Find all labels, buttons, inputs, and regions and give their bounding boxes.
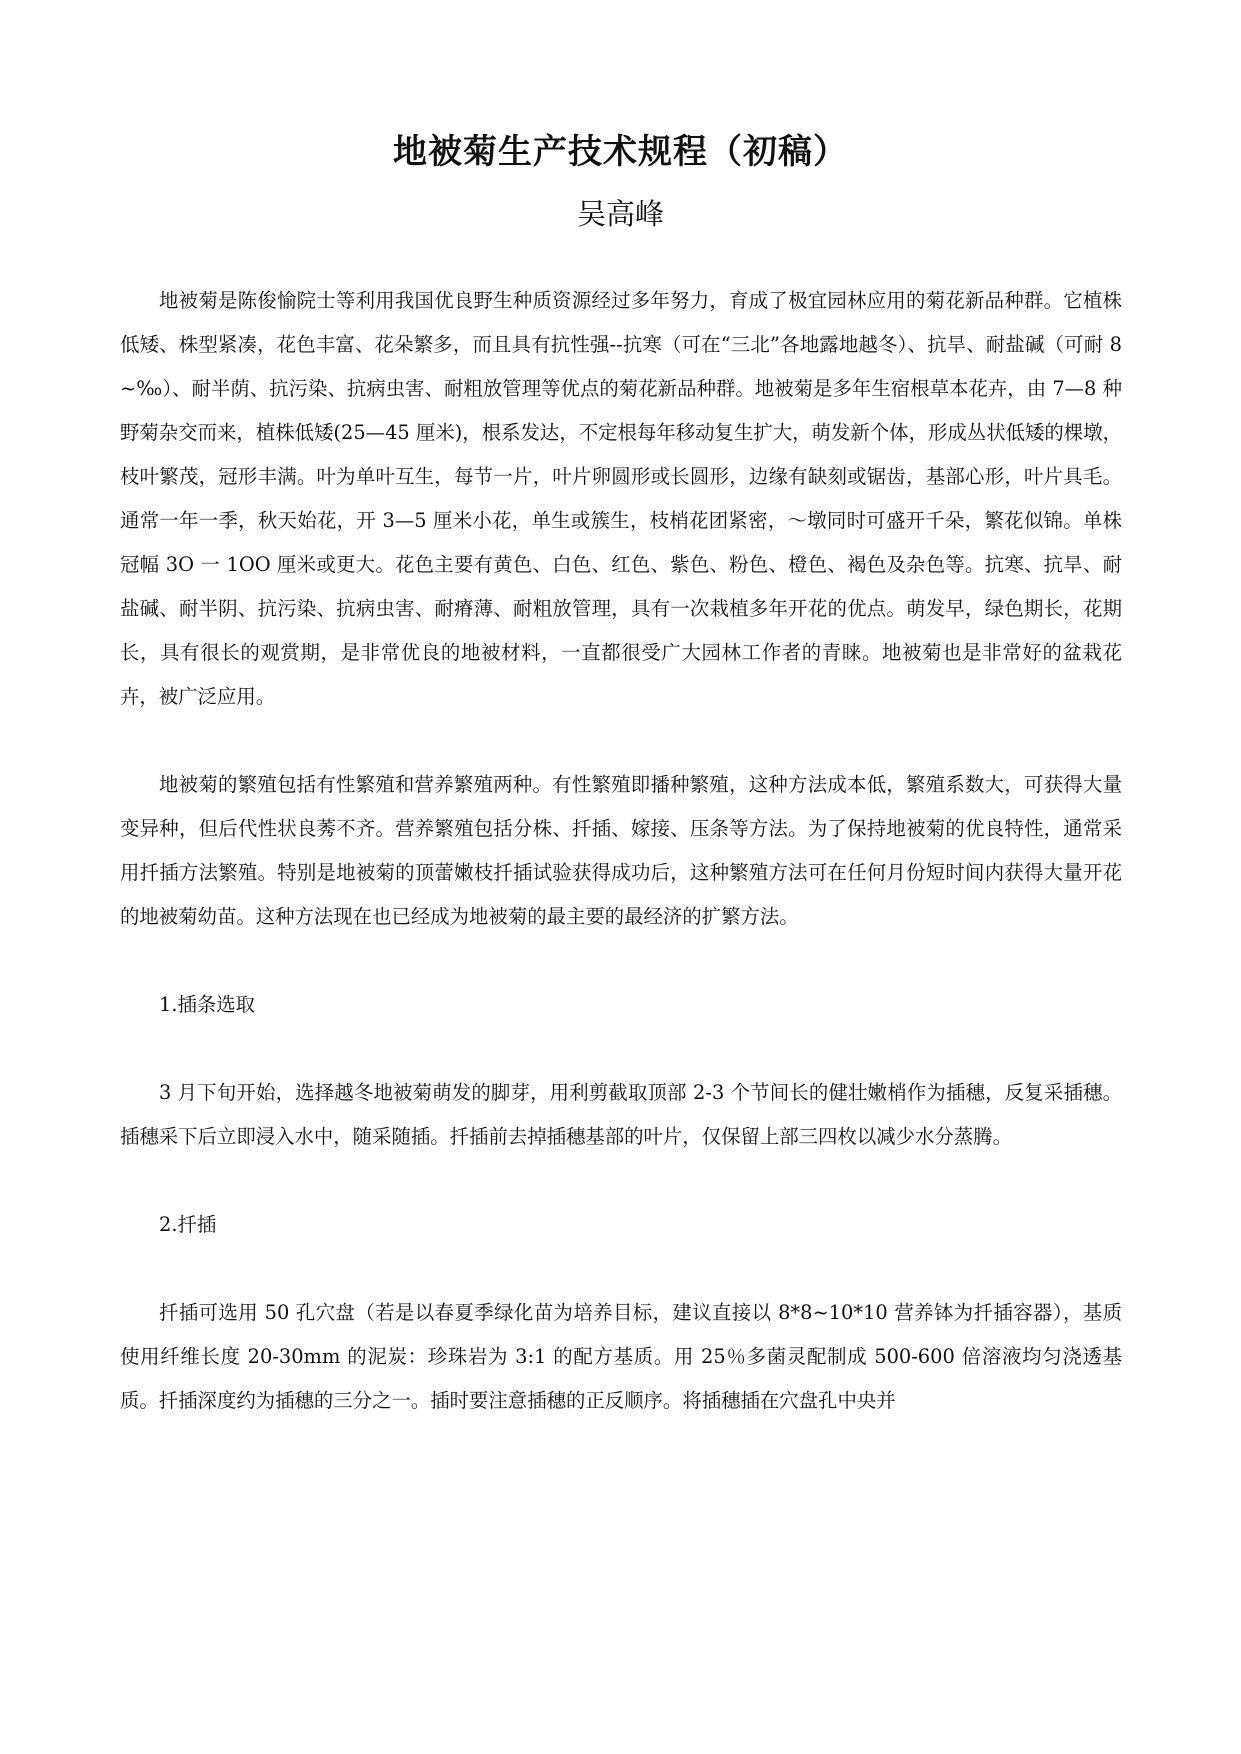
paragraph-cutting: 扦插可选用 50 孔穴盘（若是以春夏季绿化苗为培养目标，建议直接以 8*8~10*10 营养钵为扦插容器），基质使用纤维长度 20-30mm 的泥炭：珍珠岩为 3:1 的配方基质。用 25％多菌灵配制成 500-600 倍溶液均匀浇透基质。扦插深度约为插穗的三分之一。插时要注意插穗的正反顺序。将插穗插在穴盘孔中央并 bbox=[120, 1301, 1122, 1412]
paragraph-cutting-selection: 3 月下旬开始，选择越冬地被菊萌发的脚芽，用利剪截取顶部 2-3 个节间长的健壮嫩梢作为插穗，反复采插穗。插穗采下后立即浸入水中，随采随插。扦插前去掉插穗基部的叶片，仅保留上部三四枚以减少水分蒸腾。 bbox=[120, 1081, 1122, 1148]
document-author: 吴高峰 bbox=[576, 197, 664, 231]
section-heading-cutting-selection: 1.插条选取 bbox=[159, 993, 256, 1016]
document-title: 地被菊生产技术规程（初稿） bbox=[393, 132, 848, 172]
paragraph-introduction: 地被菊是陈俊愉院士等利用我国优良野生种质资源经过多年努力，育成了极宜园林应用的菊花新品种群。它植株低矮、株型紧凑，花色丰富、花朵繁多，而且具有抗性强--抗寒（可在“三北”各地露地越冬）、抗旱、耐盐碱（可耐 8~‰）、耐半荫、抗污染、抗病虫害、耐粗放管理等优点的菊花新品种群。地被菊是多年生宿根草本花卉，由 7—8 种野菊杂交而来，植株低矮(25—45 厘米)，根系发达，不定根每年移动复生扩大，萌发新个体，形成丛状低矮的棵墩，枝叶繁茂，冠形丰满。叶为单叶互生，每节一片，叶片卵圆形或长圆形，边缘有缺刻或锯齿，基部心形，叶片具毛。通常一年一季，秋天始花，开 3—5 厘米小花，单生或簇生，枝梢花团紧密，～墩同时可盛开千朵，繁花似锦。单株冠幅 3O 一 1OO 厘米或更大。花色主要有黄色、白色、红色、紫色、粉色、橙色、褐色及杂色等。抗寒、抗旱、耐盐碱、耐半阴、抗污染、抗病虫害、耐瘠薄、耐粗放管理，具有一次栽植多年开花的优点。萌发早，绿色期长，花期长，具有很长的观赏期，是非常优良的地被材料，一直都很受广大园林工作者的青睐。地被菊也是非常好的盆栽花卉，被广泛应用。 bbox=[120, 289, 1122, 708]
paragraph-propagation: 地被菊的繁殖包括有性繁殖和营养繁殖两种。有性繁殖即播种繁殖，这种方法成本低，繁殖系数大，可获得大量变异种，但后代性状良莠不齐。营养繁殖包括分株、扦插、嫁接、压条等方法。为了保持地被菊的优良特性，通常采用扦插方法繁殖。特别是地被菊的顶蕾嫩枝扦插试验获得成功后，这种繁殖方法可在任何月份短时间内获得大量开花的地被菊幼苗。这种方法现在也已经成为地被菊的最主要的最经济的扩繁方法。 bbox=[120, 773, 1122, 928]
section-heading-cutting: 2.扦插 bbox=[159, 1213, 217, 1236]
document-body bbox=[120, 279, 1122, 1423]
